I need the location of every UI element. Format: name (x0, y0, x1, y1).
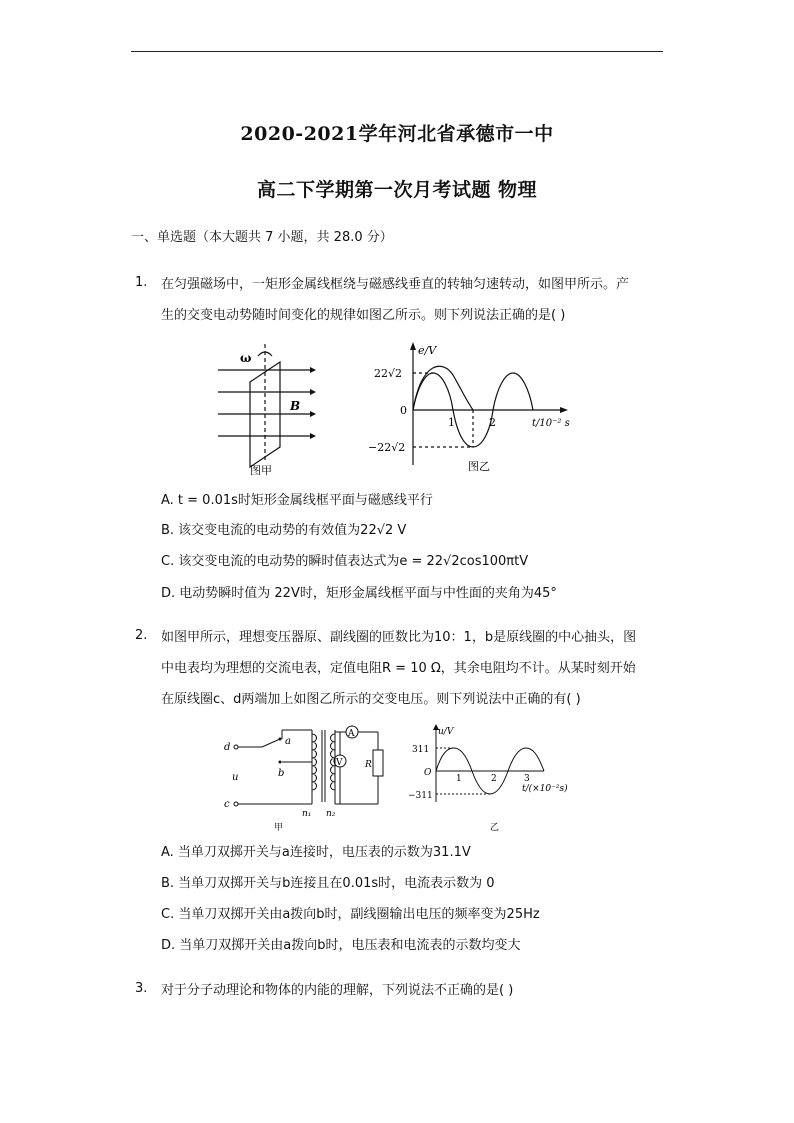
contact-b-label: b (278, 768, 285, 779)
q2-left-caption: 甲 (274, 823, 284, 833)
q1-option-c: C. 该交变电流的电动势的瞬时值表达式为e = 22√2cos100πtV (161, 554, 529, 569)
q2-text-line1: 如图甲所示，理想变压器原、副线圈的匝数比为10：1，b是原线圈的中心抽头，图 (161, 630, 637, 645)
resistor-label: R (365, 760, 372, 770)
q1-option-d: D. 电动势瞬时值为 22V时，矩形金属线框平面与中性面的夹角为45° (161, 586, 557, 601)
page-title-line2: 高二下学期第一次月考试题 物理 (256, 179, 538, 201)
q1-left-caption: 图甲 (250, 464, 272, 477)
section-header: 一、单选题（本大题共 7 小题，共 28.0 分） (131, 230, 393, 245)
terminal-d-label: d (224, 742, 231, 753)
q1-text-line1: 在匀强磁场中，一矩形金属线框绕与磁感线垂直的转轴匀速转动，如图甲所示。产 (161, 277, 630, 292)
q1-x1: 1 (448, 416, 455, 429)
n1-label: n₁ (302, 809, 312, 819)
voltmeter-label: V (336, 758, 343, 768)
q2-xlabel: t/(×10⁻²s) (522, 784, 568, 794)
q1-figure-left (210, 342, 320, 477)
q1-xlabel: t/10⁻² s (532, 418, 570, 429)
q2-x2: 2 (491, 774, 497, 784)
q2-figure-right (404, 722, 584, 834)
q1-option-a: A. t = 0.01s时矩形金属线框平面与磁感线平行 (161, 493, 433, 508)
q2-right-caption: 乙 (490, 823, 500, 833)
page-title-line1: 2020-2021学年河北省承德市一中 (240, 123, 554, 145)
q1-origin: 0 (400, 404, 407, 417)
q1-ybottom: −22√2 (368, 441, 406, 454)
q2-ybottom: −311 (408, 791, 433, 801)
contact-a-label: a (285, 736, 291, 747)
ammeter-label: A (348, 729, 355, 739)
q1-right-caption: 图乙 (468, 460, 490, 473)
q2-ytop: 311 (412, 745, 430, 755)
q3-number: 3. (135, 981, 148, 996)
q2-x1: 1 (456, 774, 462, 784)
voltage-u-label: u (232, 772, 239, 783)
header-rule (131, 51, 663, 52)
b-field-label: B (290, 399, 301, 413)
q2-option-b: B. 当单刀双掷开关与b连接且在0.01s时，电流表示数为 0 (161, 876, 495, 891)
q2-figure-left (222, 722, 392, 834)
q1-figure-right (360, 340, 590, 475)
q2-x3: 3 (524, 774, 530, 784)
q1-option-b: B. 该交变电流的电动势的有效值为22√2 V (161, 523, 407, 538)
q2-text-line2: 中电表均为理想的交流电表，定值电阻R = 10 Ω，其余电阻均不计。从某时刻开始 (161, 661, 636, 676)
q1-ytop: 22√2 (374, 367, 403, 380)
terminal-c-label: c (224, 799, 230, 810)
q2-ylabel: u/V (438, 727, 454, 737)
q2-number: 2. (135, 628, 148, 643)
q3-text-line1: 对于分子动理论和物体的内能的理解，下列说法不正确的是( ) (161, 983, 514, 998)
q1-ylabel: e/V (418, 344, 437, 357)
q1-text-line2: 生的交变电动势随时间变化的规律如图乙所示。则下列说法正确的是( ) (161, 308, 566, 323)
q2-option-a: A. 当单刀双掷开关与a连接时，电压表的示数为31.1V (161, 845, 471, 860)
q1-number: 1. (135, 275, 148, 290)
q2-origin: O (424, 768, 432, 778)
q2-option-d: D. 当单刀双掷开关由a拨向b时，电压表和电流表的示数均变大 (161, 938, 521, 953)
q2-text-line3: 在原线圈c、d两端加上如图乙所示的交变电压。则下列说法中正确的有( ) (161, 692, 581, 707)
n2-label: n₂ (326, 809, 336, 819)
q2-option-c: C. 当单刀双掷开关由a拨向b时，副线圈输出电压的频率变为25Hz (161, 907, 540, 922)
q1-x2: 2 (489, 416, 496, 429)
omega-label: ω (240, 351, 252, 365)
